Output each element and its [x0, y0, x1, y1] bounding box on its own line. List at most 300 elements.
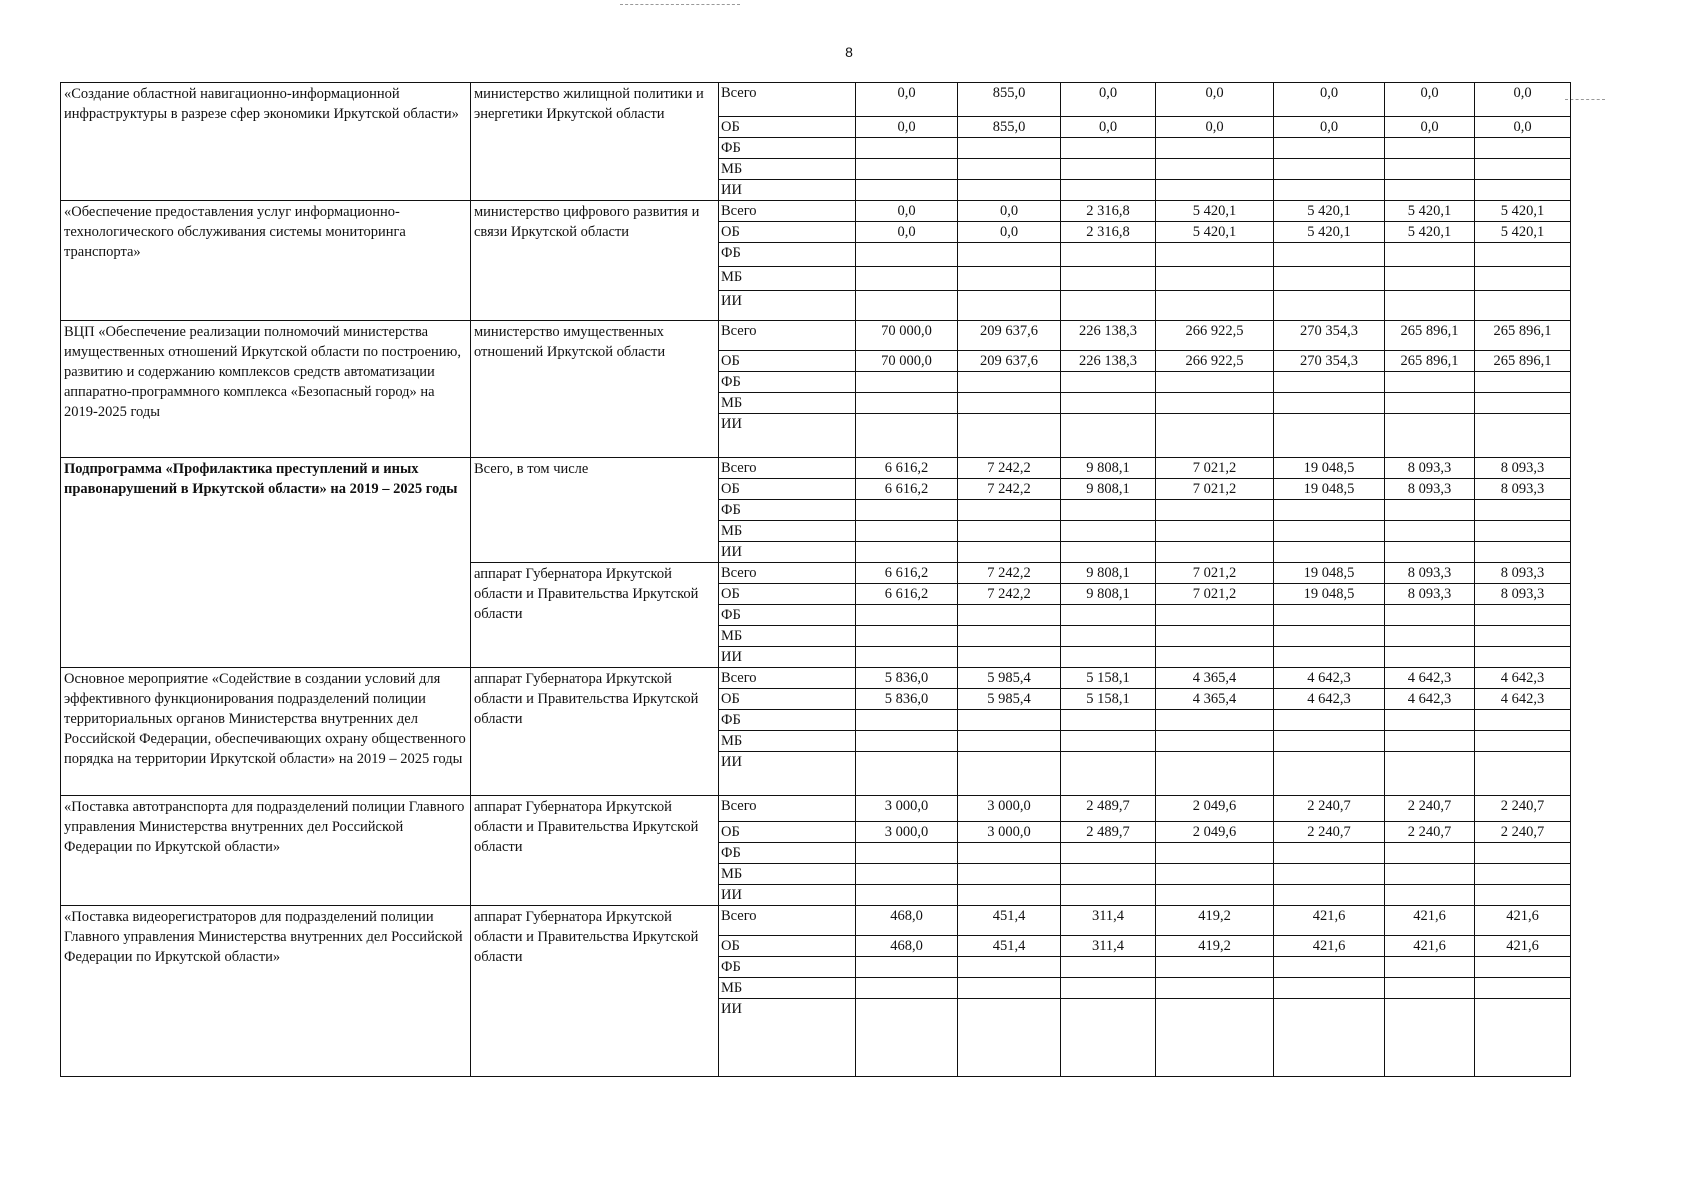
value-cell: 8 093,3: [1475, 479, 1571, 500]
funding-source-cell: ОБ: [719, 584, 856, 605]
value-cell: [1385, 605, 1475, 626]
value-cell: [1274, 864, 1385, 885]
funding-source-cell: ФБ: [719, 957, 856, 978]
funding-source-cell: ФБ: [719, 500, 856, 521]
value-cell: 266 922,5: [1156, 351, 1274, 372]
value-cell: [1156, 372, 1274, 393]
value-cell: 2 240,7: [1385, 822, 1475, 843]
value-cell: [1061, 605, 1156, 626]
value-cell: [1061, 521, 1156, 542]
value-cell: 5 420,1: [1385, 201, 1475, 222]
funding-source-cell: ИИ: [719, 752, 856, 796]
value-cell: [1274, 999, 1385, 1077]
table-row: [61, 321, 1571, 351]
value-cell: [1475, 710, 1571, 731]
value-cell: [1475, 267, 1571, 291]
value-cell: [1156, 521, 1274, 542]
value-cell: [1274, 500, 1385, 521]
value-cell: [1274, 647, 1385, 668]
value-cell: [1475, 291, 1571, 321]
value-cell: 0,0: [1274, 117, 1385, 138]
value-cell: [1156, 626, 1274, 647]
value-cell: 209 637,6: [958, 321, 1061, 351]
value-cell: [1274, 885, 1385, 906]
value-cell: [1475, 180, 1571, 201]
value-cell: [1156, 864, 1274, 885]
value-cell: [1385, 180, 1475, 201]
value-cell: 4 365,4: [1156, 689, 1274, 710]
funding-source-cell: ИИ: [719, 291, 856, 321]
funding-source-cell: ИИ: [719, 885, 856, 906]
value-cell: 0,0: [856, 117, 958, 138]
value-cell: 4 642,3: [1475, 689, 1571, 710]
funding-source-cell: МБ: [719, 864, 856, 885]
value-cell: 2 240,7: [1274, 822, 1385, 843]
value-cell: [856, 521, 958, 542]
value-cell: [1274, 267, 1385, 291]
value-cell: [856, 605, 958, 626]
value-cell: 419,2: [1156, 936, 1274, 957]
funding-source-cell: МБ: [719, 626, 856, 647]
funding-source-cell: ИИ: [719, 542, 856, 563]
value-cell: [1475, 626, 1571, 647]
value-cell: [1385, 864, 1475, 885]
value-cell: [1274, 731, 1385, 752]
value-cell: 468,0: [856, 906, 958, 936]
value-cell: [958, 731, 1061, 752]
value-cell: [1061, 180, 1156, 201]
value-cell: [1156, 710, 1274, 731]
funding-source-cell: ИИ: [719, 999, 856, 1077]
value-cell: [1475, 372, 1571, 393]
value-cell: 7 242,2: [958, 458, 1061, 479]
value-cell: [1475, 731, 1571, 752]
value-cell: [958, 138, 1061, 159]
value-cell: 419,2: [1156, 906, 1274, 936]
value-cell: [958, 864, 1061, 885]
funding-source-cell: МБ: [719, 978, 856, 999]
value-cell: [958, 291, 1061, 321]
value-cell: 0,0: [1475, 83, 1571, 117]
value-cell: [1061, 159, 1156, 180]
value-cell: [1385, 414, 1475, 458]
value-cell: 451,4: [958, 906, 1061, 936]
value-cell: [1156, 138, 1274, 159]
value-cell: 8 093,3: [1385, 584, 1475, 605]
value-cell: 19 048,5: [1274, 563, 1385, 584]
event-name-cell: Основное мероприятие «Содействие в создании условий для эффективного функционирования подразделений полиции территориальных органов Министерства внутренних дел Российской Федерации, обеспечивающих охрану общественного порядка на территории Иркутской области» на 2019 – 2025 годы: [61, 668, 471, 796]
funding-source-cell: МБ: [719, 267, 856, 291]
value-cell: [1061, 393, 1156, 414]
value-cell: 8 093,3: [1385, 563, 1475, 584]
value-cell: [958, 159, 1061, 180]
value-cell: 2 240,7: [1385, 796, 1475, 822]
funding-source-cell: ФБ: [719, 605, 856, 626]
value-cell: [1385, 999, 1475, 1077]
value-cell: [856, 710, 958, 731]
value-cell: 0,0: [856, 201, 958, 222]
value-cell: [1385, 138, 1475, 159]
value-cell: 19 048,5: [1274, 458, 1385, 479]
value-cell: [958, 647, 1061, 668]
value-cell: [1475, 999, 1571, 1077]
value-cell: 5 420,1: [1475, 201, 1571, 222]
value-cell: [1061, 978, 1156, 999]
value-cell: [1475, 957, 1571, 978]
value-cell: 0,0: [1156, 117, 1274, 138]
value-cell: 265 896,1: [1475, 351, 1571, 372]
value-cell: 5 420,1: [1385, 222, 1475, 243]
value-cell: [1385, 159, 1475, 180]
value-cell: [958, 542, 1061, 563]
value-cell: [1274, 843, 1385, 864]
executor-cell: Всего, в том числе: [471, 458, 719, 563]
value-cell: 70 000,0: [856, 351, 958, 372]
value-cell: [1274, 372, 1385, 393]
value-cell: 7 021,2: [1156, 479, 1274, 500]
value-cell: 421,6: [1475, 906, 1571, 936]
value-cell: 421,6: [1274, 936, 1385, 957]
value-cell: [856, 500, 958, 521]
value-cell: [1475, 521, 1571, 542]
value-cell: [958, 885, 1061, 906]
funding-source-cell: ОБ: [719, 479, 856, 500]
value-cell: 5 985,4: [958, 689, 1061, 710]
value-cell: 2 240,7: [1475, 796, 1571, 822]
value-cell: 8 093,3: [1475, 563, 1571, 584]
funding-source-cell: МБ: [719, 521, 856, 542]
funding-source-cell: Всего: [719, 906, 856, 936]
value-cell: 266 922,5: [1156, 321, 1274, 351]
funding-source-cell: ОБ: [719, 689, 856, 710]
value-cell: 2 049,6: [1156, 822, 1274, 843]
value-cell: 5 158,1: [1061, 689, 1156, 710]
value-cell: [958, 372, 1061, 393]
value-cell: 0,0: [1385, 117, 1475, 138]
value-cell: 0,0: [1061, 117, 1156, 138]
value-cell: 855,0: [958, 117, 1061, 138]
event-name-cell: «Поставка автотранспорта для подразделений полиции Главного управления Министерства внутренних дел Российской Федерации по Иркутской области»: [61, 796, 471, 906]
executor-cell: аппарат Губернатора Иркутской области и Правительства Иркутской области: [471, 796, 719, 906]
value-cell: [958, 521, 1061, 542]
funding-source-cell: ОБ: [719, 117, 856, 138]
value-cell: [856, 291, 958, 321]
value-cell: [856, 752, 958, 796]
value-cell: [1475, 542, 1571, 563]
value-cell: 2 240,7: [1274, 796, 1385, 822]
value-cell: 5 420,1: [1274, 201, 1385, 222]
value-cell: [1156, 999, 1274, 1077]
funding-source-cell: ФБ: [719, 710, 856, 731]
table-row: [61, 83, 1571, 117]
value-cell: [958, 843, 1061, 864]
value-cell: [1061, 885, 1156, 906]
value-cell: [1274, 710, 1385, 731]
funding-source-cell: МБ: [719, 393, 856, 414]
funding-source-cell: ФБ: [719, 138, 856, 159]
value-cell: [1274, 180, 1385, 201]
value-cell: 451,4: [958, 936, 1061, 957]
value-cell: [1061, 647, 1156, 668]
value-cell: 311,4: [1061, 936, 1156, 957]
value-cell: [1156, 885, 1274, 906]
value-cell: [1156, 605, 1274, 626]
value-cell: [1385, 957, 1475, 978]
value-cell: [1156, 647, 1274, 668]
value-cell: [1385, 500, 1475, 521]
value-cell: [1061, 626, 1156, 647]
table-row: [61, 458, 1571, 479]
value-cell: 311,4: [1061, 906, 1156, 936]
event-name-cell: ВЦП «Обеспечение реализации полномочий министерства имущественных отношений Иркутской области по построению, развитию и содержанию комплексов средств автоматизации аппаратно-программного комплекса «Безопасный город» на 2019-2025 годы: [61, 321, 471, 458]
value-cell: [958, 180, 1061, 201]
value-cell: 9 808,1: [1061, 584, 1156, 605]
value-cell: 2 049,6: [1156, 796, 1274, 822]
value-cell: [1385, 710, 1475, 731]
value-cell: 5 836,0: [856, 689, 958, 710]
value-cell: 0,0: [958, 222, 1061, 243]
funding-source-cell: Всего: [719, 668, 856, 689]
executor-cell: министерство жилищной политики и энергетики Иркутской области: [471, 83, 719, 201]
value-cell: 2 316,8: [1061, 222, 1156, 243]
executor-cell: аппарат Губернатора Иркутской области и Правительства Иркутской области: [471, 563, 719, 668]
value-cell: [1475, 605, 1571, 626]
funding-source-cell: ФБ: [719, 243, 856, 267]
value-cell: [1475, 393, 1571, 414]
value-cell: [856, 843, 958, 864]
value-cell: [1475, 647, 1571, 668]
executor-cell: аппарат Губернатора Иркутской области и Правительства Иркутской области: [471, 668, 719, 796]
value-cell: 7 242,2: [958, 479, 1061, 500]
value-cell: [1385, 978, 1475, 999]
value-cell: [1385, 885, 1475, 906]
value-cell: [1061, 372, 1156, 393]
value-cell: [1061, 731, 1156, 752]
value-cell: [1061, 752, 1156, 796]
value-cell: [1061, 291, 1156, 321]
value-cell: 4 642,3: [1475, 668, 1571, 689]
table-row: [61, 796, 1571, 822]
value-cell: [958, 393, 1061, 414]
value-cell: [856, 864, 958, 885]
value-cell: 7 021,2: [1156, 458, 1274, 479]
value-cell: [856, 978, 958, 999]
value-cell: 5 420,1: [1156, 222, 1274, 243]
value-cell: [856, 180, 958, 201]
value-cell: [958, 957, 1061, 978]
value-cell: 421,6: [1274, 906, 1385, 936]
value-cell: 265 896,1: [1385, 351, 1475, 372]
table-row: [61, 201, 1571, 222]
value-cell: [856, 414, 958, 458]
value-cell: 0,0: [856, 222, 958, 243]
scan-artifact-line: [1565, 99, 1605, 100]
funding-source-cell: ОБ: [719, 936, 856, 957]
value-cell: [1475, 414, 1571, 458]
value-cell: 4 365,4: [1156, 668, 1274, 689]
value-cell: 2 240,7: [1475, 822, 1571, 843]
value-cell: [1156, 267, 1274, 291]
value-cell: [1385, 843, 1475, 864]
value-cell: [1385, 731, 1475, 752]
value-cell: 6 616,2: [856, 584, 958, 605]
value-cell: [1274, 291, 1385, 321]
funding-source-cell: МБ: [719, 159, 856, 180]
value-cell: 209 637,6: [958, 351, 1061, 372]
funding-source-cell: ФБ: [719, 372, 856, 393]
value-cell: 3 000,0: [856, 796, 958, 822]
value-cell: 9 808,1: [1061, 479, 1156, 500]
funding-source-cell: Всего: [719, 201, 856, 222]
value-cell: 270 354,3: [1274, 321, 1385, 351]
value-cell: [856, 138, 958, 159]
value-cell: 855,0: [958, 83, 1061, 117]
value-cell: [856, 647, 958, 668]
value-cell: 5 985,4: [958, 668, 1061, 689]
value-cell: [856, 957, 958, 978]
value-cell: [1385, 542, 1475, 563]
value-cell: 70 000,0: [856, 321, 958, 351]
value-cell: [856, 885, 958, 906]
value-cell: [1156, 978, 1274, 999]
value-cell: [856, 731, 958, 752]
value-cell: [1061, 864, 1156, 885]
value-cell: 226 138,3: [1061, 351, 1156, 372]
value-cell: [1061, 542, 1156, 563]
value-cell: [1475, 752, 1571, 796]
value-cell: [1475, 885, 1571, 906]
value-cell: 468,0: [856, 936, 958, 957]
value-cell: [1156, 159, 1274, 180]
value-cell: 0,0: [1061, 83, 1156, 117]
executor-cell: аппарат Губернатора Иркутской области и Правительства Иркутской области: [471, 906, 719, 1077]
value-cell: 9 808,1: [1061, 563, 1156, 584]
value-cell: 0,0: [856, 83, 958, 117]
value-cell: [856, 626, 958, 647]
value-cell: 6 616,2: [856, 458, 958, 479]
value-cell: 6 616,2: [856, 563, 958, 584]
value-cell: 4 642,3: [1385, 668, 1475, 689]
value-cell: [1061, 999, 1156, 1077]
funding-source-cell: ОБ: [719, 222, 856, 243]
value-cell: [1385, 626, 1475, 647]
value-cell: 0,0: [1475, 117, 1571, 138]
executor-cell: министерство цифрового развития и связи Иркутской области: [471, 201, 719, 321]
executor-cell: министерство имущественных отношений Иркутской области: [471, 321, 719, 458]
value-cell: 19 048,5: [1274, 584, 1385, 605]
value-cell: 270 354,3: [1274, 351, 1385, 372]
funding-source-cell: Всего: [719, 563, 856, 584]
value-cell: 5 836,0: [856, 668, 958, 689]
budget-table: [60, 82, 1571, 1077]
value-cell: 7 242,2: [958, 563, 1061, 584]
value-cell: 2 316,8: [1061, 201, 1156, 222]
value-cell: [1274, 957, 1385, 978]
event-name-cell: «Поставка видеорегистраторов для подразделений полиции Главного управления Министерства внутренних дел Российской Федерации по Иркутской области»: [61, 906, 471, 1077]
value-cell: [1274, 605, 1385, 626]
value-cell: 7 242,2: [958, 584, 1061, 605]
value-cell: [1475, 138, 1571, 159]
value-cell: [856, 393, 958, 414]
funding-source-cell: Всего: [719, 83, 856, 117]
value-cell: 8 093,3: [1475, 458, 1571, 479]
value-cell: [1274, 243, 1385, 267]
funding-source-cell: ИИ: [719, 414, 856, 458]
value-cell: [1156, 542, 1274, 563]
value-cell: [1156, 957, 1274, 978]
budget-table-container: [60, 82, 1571, 1077]
value-cell: [958, 267, 1061, 291]
value-cell: [1385, 267, 1475, 291]
value-cell: 4 642,3: [1385, 689, 1475, 710]
value-cell: [1385, 393, 1475, 414]
value-cell: [1475, 243, 1571, 267]
table-row: [61, 906, 1571, 936]
value-cell: [1274, 138, 1385, 159]
value-cell: 5 158,1: [1061, 668, 1156, 689]
page-number: 8: [845, 44, 853, 60]
value-cell: [1061, 138, 1156, 159]
value-cell: 9 808,1: [1061, 458, 1156, 479]
value-cell: 265 896,1: [1385, 321, 1475, 351]
value-cell: [1385, 521, 1475, 542]
value-cell: 19 048,5: [1274, 479, 1385, 500]
value-cell: 7 021,2: [1156, 563, 1274, 584]
table-row: [61, 668, 1571, 689]
value-cell: [1156, 414, 1274, 458]
funding-source-cell: Всего: [719, 458, 856, 479]
value-cell: [1061, 267, 1156, 291]
value-cell: [1475, 864, 1571, 885]
value-cell: [1385, 752, 1475, 796]
value-cell: [1274, 978, 1385, 999]
value-cell: 421,6: [1385, 936, 1475, 957]
value-cell: [1156, 180, 1274, 201]
scan-artifact-line: [620, 4, 740, 5]
value-cell: [1475, 843, 1571, 864]
value-cell: [856, 267, 958, 291]
value-cell: 226 138,3: [1061, 321, 1156, 351]
value-cell: 5 420,1: [1475, 222, 1571, 243]
value-cell: 3 000,0: [958, 796, 1061, 822]
value-cell: [856, 243, 958, 267]
value-cell: [958, 710, 1061, 731]
value-cell: [958, 752, 1061, 796]
value-cell: [856, 542, 958, 563]
value-cell: [1061, 243, 1156, 267]
value-cell: 4 642,3: [1274, 689, 1385, 710]
value-cell: [1156, 843, 1274, 864]
value-cell: 5 420,1: [1156, 201, 1274, 222]
value-cell: [1156, 500, 1274, 521]
value-cell: [1274, 752, 1385, 796]
value-cell: [1274, 542, 1385, 563]
value-cell: [1156, 731, 1274, 752]
event-name-cell: «Обеспечение предоставления услуг информационно-технологического обслуживания системы мониторинга транспорта»: [61, 201, 471, 321]
value-cell: 5 420,1: [1274, 222, 1385, 243]
value-cell: [958, 978, 1061, 999]
value-cell: [1385, 291, 1475, 321]
value-cell: [958, 999, 1061, 1077]
value-cell: [958, 243, 1061, 267]
value-cell: [1385, 372, 1475, 393]
value-cell: [1061, 414, 1156, 458]
value-cell: [1061, 500, 1156, 521]
funding-source-cell: Всего: [719, 796, 856, 822]
value-cell: 2 489,7: [1061, 796, 1156, 822]
value-cell: [1475, 500, 1571, 521]
value-cell: 0,0: [1274, 83, 1385, 117]
